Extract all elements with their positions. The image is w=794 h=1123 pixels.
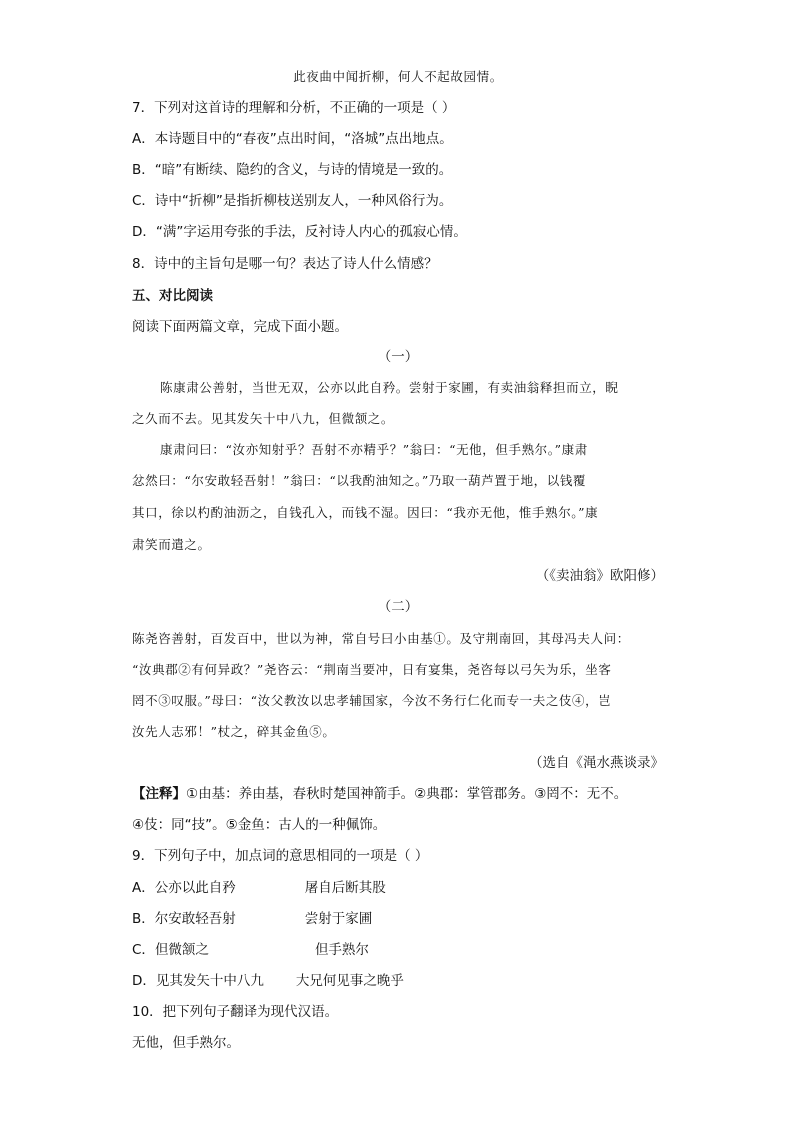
text1-line: 肃笑而遣之。 — [132, 537, 211, 552]
text1-line: 其口，徐以杓酌油沥之，自钱孔入，而钱不湿。因曰：“我亦无他，惟手熟尔。”康 — [132, 505, 599, 520]
q7-option-b: B．“暗”有断续、隐约的含义，与诗的情境是一致的。 — [132, 162, 453, 178]
text1-line: 康肃问曰：“汝亦知射乎？吾射不亦精乎？”翁曰：“无他，但手熟尔。”康肃 — [160, 442, 588, 457]
section5-instruction: 阅读下面两篇文章，完成下面小题。 — [132, 319, 348, 335]
notes-line-1 — [132, 784, 664, 804]
option-right: 尝射于家圃 — [304, 911, 373, 927]
section5-title: 五、对比阅读 — [132, 288, 213, 304]
option-letter: C． — [132, 942, 155, 958]
q7-option-d: D．“满”字运用夸张的手法，反衬诗人内心的孤寂心情。 — [132, 224, 467, 240]
text1-line: 陈康肃公善射，当世无双，公亦以此自矜。尝射于家圃，有卖油翁释担而立，睨 — [160, 380, 619, 395]
notes-line-2: ④伎：同“技”。⑤金鱼：古人的一种佩饰。 — [132, 817, 387, 833]
q9-option-d — [132, 971, 664, 991]
poem-last-line: 此夜曲中闻折柳，何人不起故园情。 — [293, 69, 503, 84]
option-left: 见其发矢十中八九 — [155, 973, 264, 989]
q7-stem: 7．下列对这首诗的理解和分析，不正确的一项是（ ） — [132, 100, 456, 116]
q7-option-c: C．诗中“折柳”是指折柳枝送别友人，一种风俗行为。 — [132, 193, 453, 209]
text1-line: 忿然曰：“尔安敢轻吾射！”翁曰：“以我酌油知之。”乃取一葫芦置于地，以钱覆 — [132, 473, 587, 488]
text2-heading: （二） — [377, 599, 419, 615]
option-left: 公亦以此自矜 — [154, 880, 236, 896]
notes-text: ①由基：养由基，春秋时楚国神箭手。②典郡：掌管郡务。③罔不：无不。 — [186, 786, 628, 802]
q9-option-b — [132, 909, 664, 929]
text1-source: （《卖油翁》欧阳修） — [535, 568, 664, 584]
text1-line: 之久而不去。见其发矢十中八九，但微颔之。 — [132, 411, 395, 426]
text1-heading: （一） — [377, 349, 419, 365]
q9-stem: 9．下列句子中，加点词的意思相同的一项是（ ） — [132, 848, 429, 864]
option-left: 尔安敢轻吾射 — [154, 911, 236, 927]
q9-option-c — [132, 940, 664, 960]
notes-label: 【注释】 — [132, 786, 186, 802]
text2-line: 陈尧咨善射，百发百中，世以为神，常自号曰小由基①。及守荆南回，其母冯夫人问： — [132, 631, 630, 646]
option-right: 大兄何见事之晚乎 — [295, 973, 404, 989]
text2-source: （选自《渑水燕谈录》 — [529, 755, 664, 771]
q8-stem: 8．诗中的主旨句是哪一句？表达了诗人什么情感？ — [132, 256, 438, 272]
text2-line: “汝典郡②有何异政？”尧咨云：“荆南当要冲，日有宴集，尧咨每以弓矢为乐，坐客 — [132, 662, 612, 677]
q10-sentence: 无他，但手熟尔。 — [132, 1035, 240, 1051]
text2-line: 汝先人志邪！”杖之，碎其金鱼⑤。 — [132, 724, 336, 739]
option-right: 但手熟尔 — [314, 942, 369, 958]
option-right: 屠自后断其股 — [304, 880, 386, 896]
option-letter: A． — [132, 880, 155, 896]
q9-option-a — [132, 878, 664, 898]
text2-line: 罔不③叹服。”母曰：“汝父教汝以忠孝辅国家，今汝不务行仁化而专一夫之伎④，岂 — [132, 693, 612, 708]
q10-stem: 10．把下列句子翻译为现代汉语。 — [132, 1004, 339, 1020]
option-letter: B． — [132, 911, 155, 927]
q7-option-a: A．本诗题目中的“春夜”点出时间，“洛城”点出地点。 — [132, 131, 453, 147]
option-letter: D． — [132, 973, 156, 989]
option-left: 但微颔之 — [154, 942, 209, 958]
